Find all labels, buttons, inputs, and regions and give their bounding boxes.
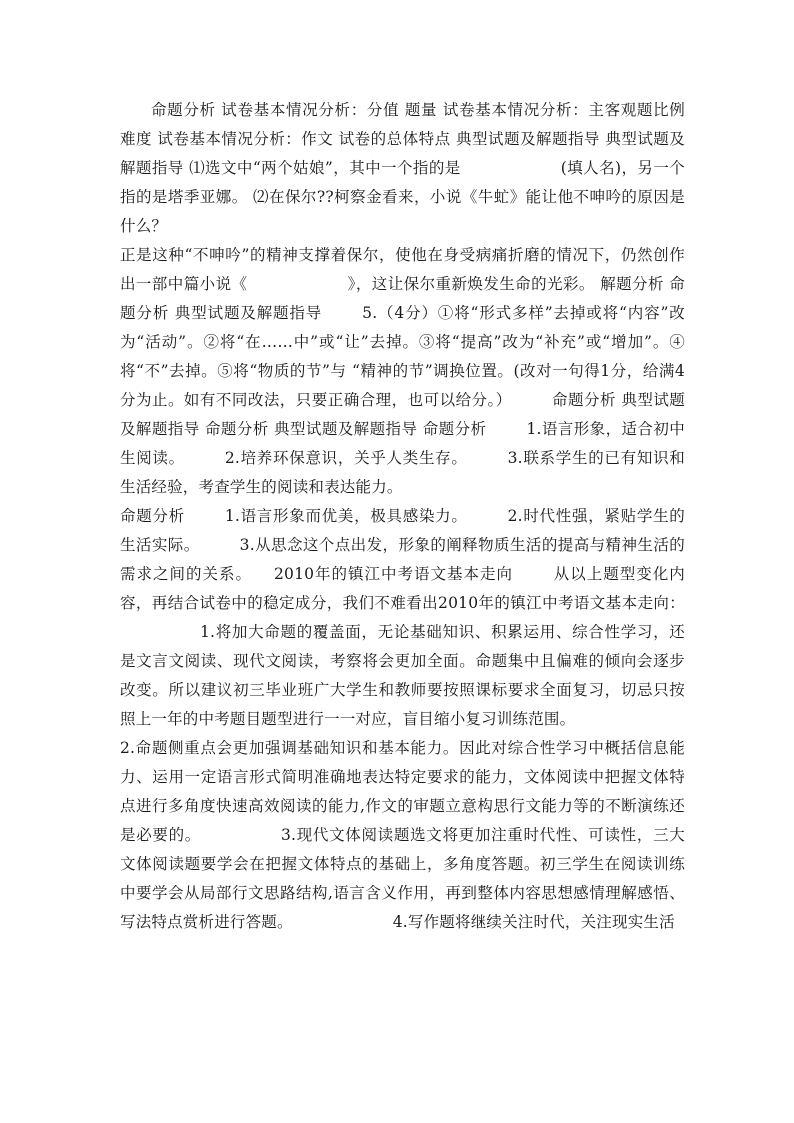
paragraph-exam-analysis — [120, 96, 685, 241]
text-run: 2.培养环保意识，关乎人类生存。 — [224, 449, 468, 467]
text-run: 命题分析 典型试题及解题指导 命题分析 典型试题及解题指导 命题分析 — [120, 391, 685, 438]
text-run: (填人名)，另一个指的是塔季亚娜。 ⑵在保尔??柯察金看来，小说《牛虻》能让他不呻吟的原因是什么？ — [120, 159, 685, 235]
text-run: 2.时代性强，紧贴学生的生活实际。 — [120, 507, 685, 554]
text-run: 2010年的镇江中考语文基本走向 — [273, 565, 513, 583]
text-run: 从以上题型变化内容，再结合试卷中的稳定成分，我们不难看出2010年的镇江中考语文基本走向： — [120, 565, 685, 612]
text-run: 正是这种“不呻吟”的精神支撑着保尔，使他在身受病痛折磨的情况下，仍然创作出一部中篇小说《 — [120, 246, 685, 293]
text-run: 1.将加大命题的覆盖面，无论基础知识、积累运用、综合性学习，还是文言文阅读、现代文阅读，考察将会更加全面。命题集中且偏难的倾向会逐步改变。所以建议初三毕业班广大学生和教师要按照课标要求全面复习，切忌只按照上一年的中考题目题型进行一一对应，盲目缩小复习训练范围。 — [120, 623, 685, 728]
text-run: 1.语言形象，适合初中生阅读。 — [120, 420, 685, 467]
document-body — [120, 96, 685, 937]
paragraph-baoer — [120, 241, 685, 502]
text-run: 4.写作题将继续关注时代，关注现实生活 — [392, 913, 675, 931]
text-run: 1.语言形象而优美，极具感染力。 — [224, 507, 468, 525]
text-run: 3.从思念这个点出发，形象的阐释物质生活的提高与精神生活的需求之间的关系。 — [120, 536, 685, 583]
text-run: 5.（4分）①将“形式多样”去掉或将“内容”改为“活动”。②将“在……中”或“让”去掉。③将“提高”改为“补充”或“增加”。④将“不”去掉。⑤将“物质的节”与 “精神的节”调换位置。(改对一句得1分，给满4分为止。如有不同改法，只要正确合理，也可以给分。） — [120, 304, 685, 409]
paragraph-trend — [120, 502, 685, 734]
text-run: 2.命题侧重点会更加强调基础知识和基本能力。因此对综合性学习中概括信息能力、运用一定语言形式简明准确地表达特定要求的能力，文体阅读中把握文体特点进行多角度快速高效阅读的能力,作文的审题立意构思行文能力等的不断演练还是必要的。 — [120, 739, 685, 844]
text-run: 》，这让保尔重新焕发生命的光彩。 解题分析 命题分析 典型试题及解题指导 — [120, 275, 685, 322]
paragraph-suggestions — [120, 734, 685, 937]
text-run: 命题分析 试卷基本情况分析：分值 题量 试卷基本情况分析：主客观题比例 难度 试卷基本情况分析：作文 试卷的总体特点 典型试题及解题指导 典型试题及解题指导 ⑴选文中“两个姑娘”，其中一个指的是 — [120, 101, 685, 177]
text-run: 3.现代文体阅读题选文将更加注重时代性、可读性，三大文体阅读题要学会在把握文体特点的基础上，多角度答题。初三学生在阅读训练中要学会从局部行文思路结构,语言含义作用，再到整体内容思想感情理解感悟、写法特点赏析进行答题。 — [120, 826, 685, 931]
text-run: 命题分析 — [120, 507, 185, 525]
text-run: 3.联系学生的已有知识和生活经验，考查学生的阅读和表达能力。 — [120, 449, 685, 496]
